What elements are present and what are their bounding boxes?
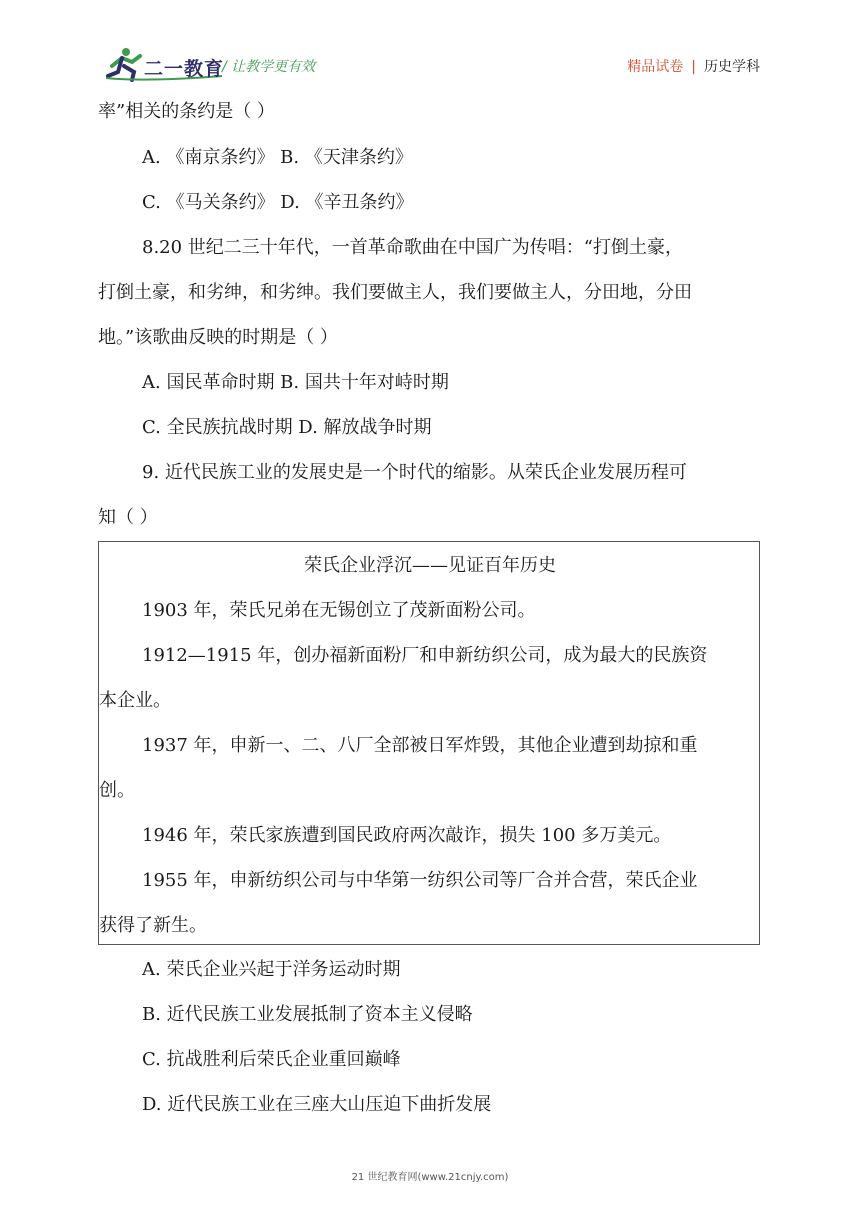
slogan: / 让教学更有效	[222, 59, 316, 75]
material-line-1946: 1946 年，荣氏家族遭到国民政府两次敲诈，损失 100 多万美元。	[142, 825, 672, 846]
option-a: A. 荣氏企业兴起于洋务运动时期	[142, 959, 401, 980]
material-line-1903: 1903 年，荣氏兄弟在无锡创立了茂新面粉公司。	[142, 600, 536, 621]
material-line-1912-cont: 本企业。	[99, 690, 171, 711]
header-separator: |	[691, 59, 696, 75]
material-title: 荣氏企业浮沉——见证百年历史	[304, 555, 556, 576]
question-8-line-2: 打倒土豪，和劣绅，和劣绅。我们要做主人，我们要做主人，分田地，分田	[98, 282, 692, 303]
option-d: D. 近代民族工业在三座大山压迫下曲折发展	[142, 1094, 492, 1115]
question-7-continuation: 率”相关的条约是（ ）	[98, 101, 275, 122]
subject-label: 历史学科	[704, 59, 760, 75]
material-line-1937-cont: 创。	[99, 780, 135, 801]
option-c: C. 抗战胜利后荣氏企业重回巅峰	[142, 1049, 401, 1070]
question-8-line-1: 8.20 世纪二三十年代，一首革命歌曲在中国广为传唱：“打倒土豪，	[142, 237, 683, 258]
material-box	[98, 541, 760, 945]
question-7-options-cd: C. 《马关条约》 D. 《辛丑条约》	[142, 192, 414, 213]
page-footer: 21 世纪教育网(www.21cnjy.com)	[351, 1172, 509, 1183]
question-8-options-cd: C. 全民族抗战时期 D. 解放战争时期	[142, 417, 432, 438]
logo-text: 二一教育	[144, 58, 225, 80]
header-right	[627, 56, 760, 76]
option-b: B. 近代民族工业发展抵制了资本主义侵略	[142, 1004, 473, 1025]
question-9-line-1: 9. 近代民族工业的发展史是一个时代的缩影。从荣氏企业发展历程可	[142, 462, 687, 483]
question-8-options-ab: A. 国民革命时期 B. 国共十年对峙时期	[142, 372, 449, 393]
material-line-1912: 1912—1915 年，创办福新面粉厂和申新纺织公司，成为最大的民族资	[142, 645, 708, 666]
question-8-line-3: 地。”该歌曲反映的时期是（ ）	[98, 327, 338, 348]
material-line-1955-cont: 获得了新生。	[99, 915, 207, 936]
question-7-options-ab: A. 《南京条约》 B. 《天津条约》	[142, 147, 413, 168]
material-line-1955: 1955 年，申新纺织公司与中华第一纺织公司等厂合并合营，荣氏企业	[142, 870, 698, 891]
question-9-line-2: 知（ ）	[98, 507, 158, 528]
page-header	[0, 0, 860, 90]
paper-type-label: 精品试卷	[627, 59, 684, 75]
material-line-1937: 1937 年，申新一、二、八厂全部被日军炸毁，其他企业遭到劫掠和重	[142, 735, 698, 756]
